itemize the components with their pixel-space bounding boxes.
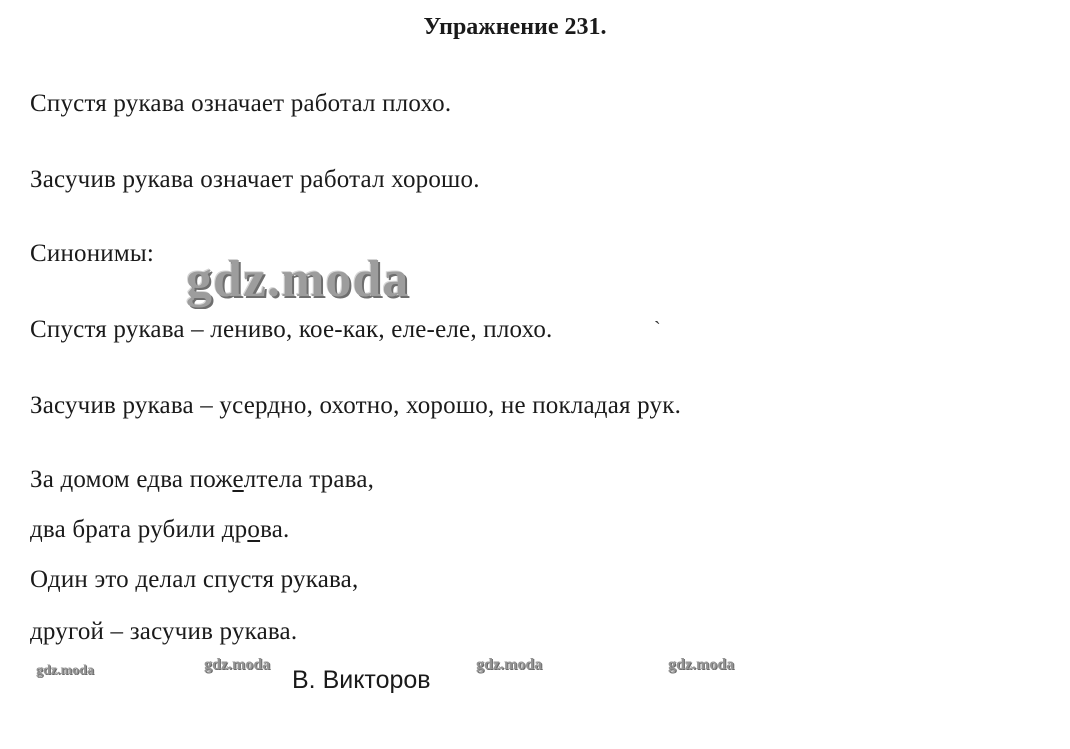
poem-line-4: другой – засучив рукава. [30,618,298,645]
poem-line-1-start: За домом едва пож [30,466,233,493]
poem-line-1-underlined-letter: е [232,466,244,493]
poem-author: В. Викторов [292,666,431,694]
poem-line-1-end: лтела трава, [243,466,375,493]
synonyms-heading: Синонимы: [30,240,155,267]
poem-line-2 [30,516,289,544]
watermark-small-4: gdz.moda [668,656,735,673]
text-line-1: Спустя рукава означает работал плохо. [30,90,452,117]
poem-line-1 [30,466,374,494]
watermark-small-3: gdz.moda [476,656,543,673]
watermark-small-2: gdz.moda [204,656,271,673]
poem-line-2-underlined-letter: о [247,516,261,543]
watermark-large: gdz.moda [186,251,410,308]
text-line-4: Спустя рукава – лениво, кое-как, еле-еле, плохо. [30,316,553,343]
poem-line-3: Один это делал спустя рукава, [30,566,359,593]
exercise-title: Упражнение 231. [423,14,607,40]
watermark-small-1: gdz.moda [36,663,94,678]
poem-line-2-start: два брата рубили др [30,516,248,543]
scan-speck: ˋ [654,318,661,340]
text-line-2: Засучив рукава означает работал хорошо. [30,166,480,193]
text-line-5: Засучив рукава – усердно, охотно, хорошо, не покладая рук. [30,392,682,419]
poem-line-2-end: ва. [260,516,290,543]
